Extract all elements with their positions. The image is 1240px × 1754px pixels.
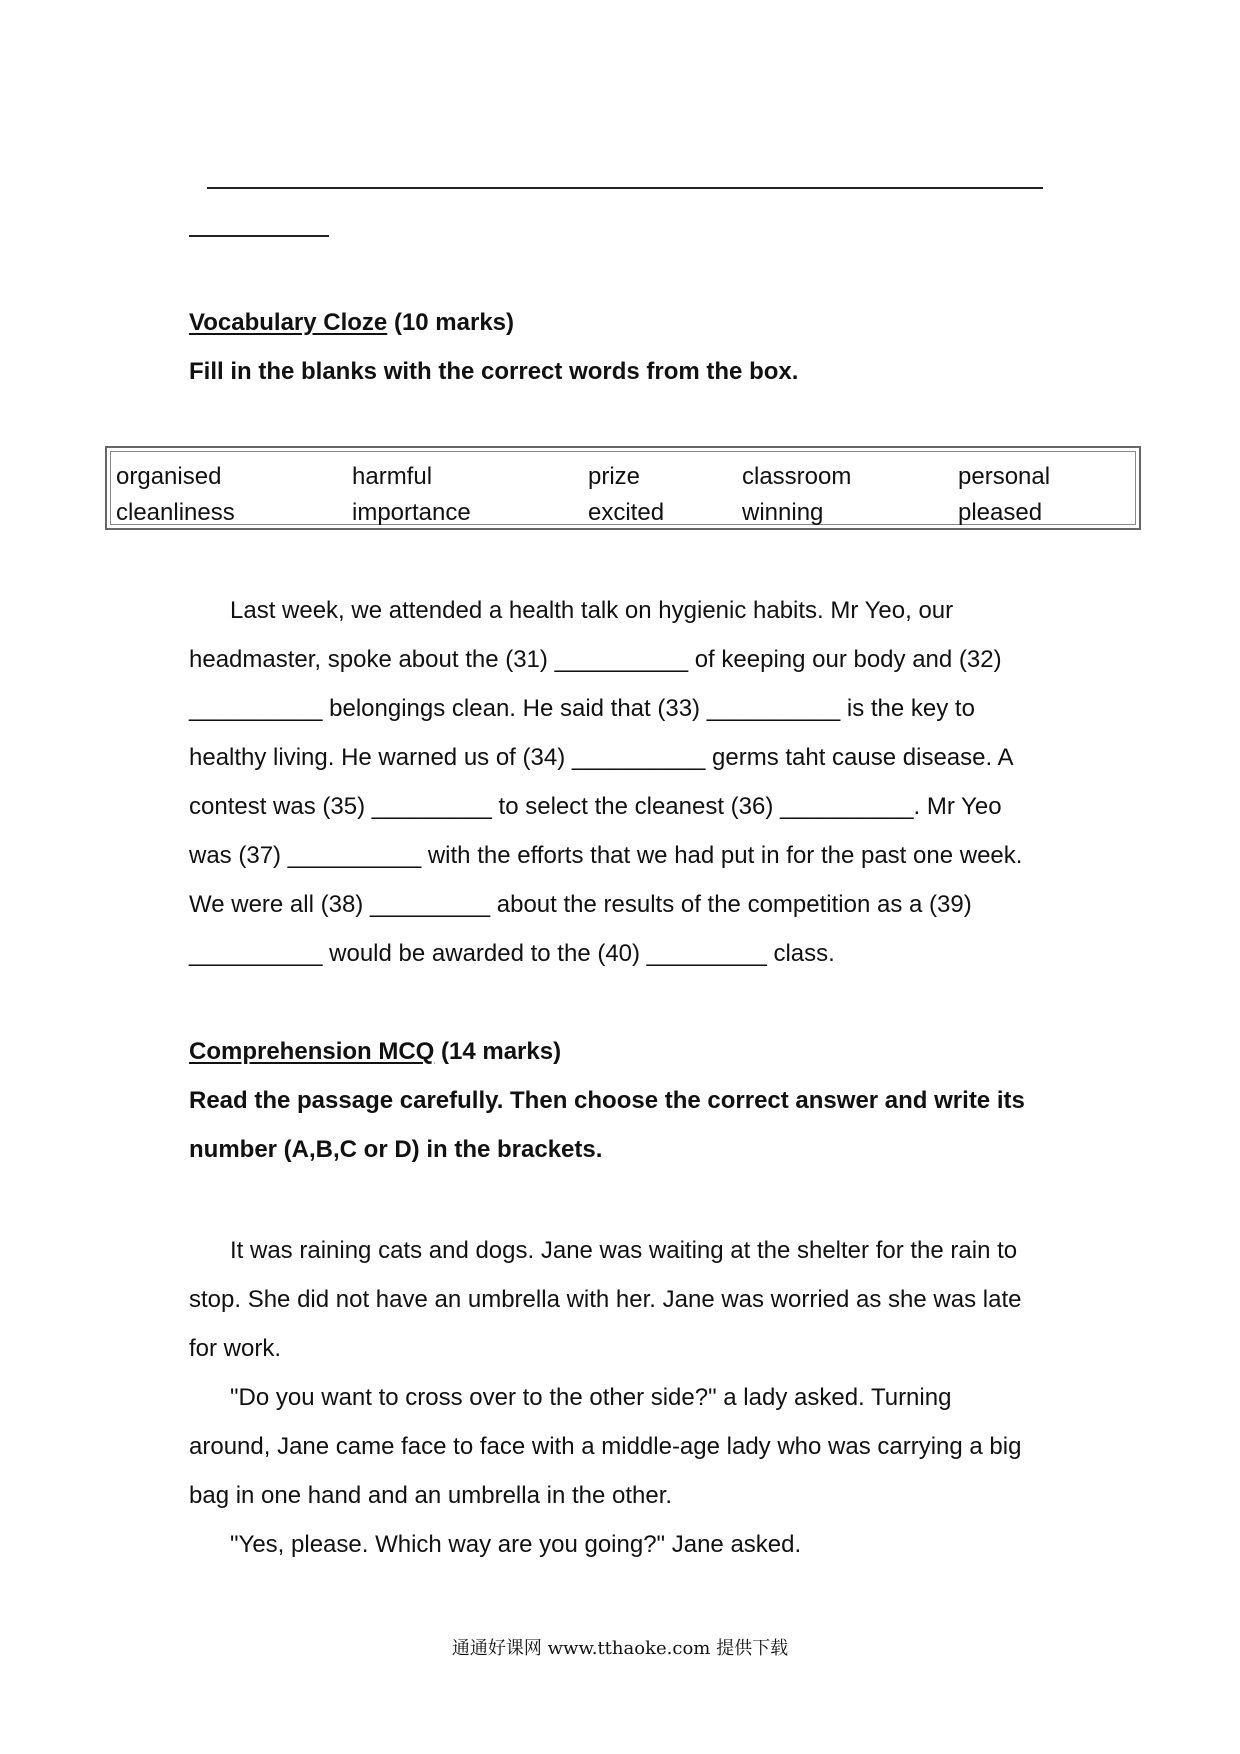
passage-line: Last week, we attended a health talk on hygienic habits. Mr Yeo, our bbox=[230, 597, 954, 624]
word-box-item: pleased bbox=[958, 499, 1043, 526]
comprehension-instruction bbox=[189, 1076, 1069, 1174]
vocab-title: Vocabulary Cloze bbox=[189, 309, 388, 336]
word-box-item: personal bbox=[958, 463, 1051, 490]
vocab-instruction: Fill in the blanks with the correct words from the box. bbox=[189, 358, 799, 385]
vocab-heading bbox=[189, 308, 514, 338]
passage-line: headmaster, spoke about the (31) __________ of keeping our body and (32) bbox=[189, 646, 1002, 673]
word-box-item: importance bbox=[352, 499, 471, 526]
comprehension-heading bbox=[189, 1037, 561, 1067]
word-box-item: prize bbox=[588, 463, 641, 490]
top-answer-line bbox=[207, 187, 1043, 189]
word-box-inner bbox=[110, 451, 1136, 525]
word-box-item: harmful bbox=[352, 463, 433, 490]
comprehension-passage bbox=[189, 1226, 1069, 1569]
passage-line: was (37) __________ with the efforts that we had put in for the past one week. bbox=[189, 842, 1023, 869]
passage-line: contest was (35) _________ to select the cleanest (36) __________. Mr Yeo bbox=[189, 793, 1002, 820]
passage-line: for work. bbox=[189, 1335, 282, 1362]
passage-line: __________ belongings clean. He said that (33) __________ is the key to bbox=[189, 695, 975, 722]
cloze-passage bbox=[189, 586, 1069, 978]
footer-watermark: 通通好课网 www.tthaoke.com 提供下载 bbox=[451, 1638, 789, 1659]
passage-line: It was raining cats and dogs. Jane was waiting at the shelter for the rain to bbox=[230, 1237, 1018, 1264]
word-box-item: cleanliness bbox=[116, 499, 235, 526]
short-answer-line bbox=[189, 235, 329, 237]
passage-line: "Yes, please. Which way are you going?" Jane asked. bbox=[230, 1531, 802, 1558]
word-box-item: classroom bbox=[742, 463, 852, 490]
word-box bbox=[105, 446, 1141, 530]
passage-line: stop. She did not have an umbrella with her. Jane was worried as she was late bbox=[189, 1286, 1022, 1313]
word-box-item: winning bbox=[742, 499, 824, 526]
passage-line: healthy living. He warned us of (34) __________ germs taht cause disease. A bbox=[189, 744, 1014, 771]
comprehension-marks: (14 marks) bbox=[441, 1038, 562, 1065]
comprehension-title: Comprehension MCQ bbox=[189, 1038, 435, 1065]
word-box-item: excited bbox=[588, 499, 665, 526]
comprehension-instruction-line: number (A,B,C or D) in the brackets. bbox=[189, 1136, 603, 1163]
passage-line: We were all (38) _________ about the results of the competition as a (39) bbox=[189, 891, 972, 918]
passage-line: around, Jane came face to face with a middle-age lady who was carrying a big bbox=[189, 1433, 1022, 1460]
word-box-item: organised bbox=[116, 463, 222, 490]
passage-line: __________ would be awarded to the (40) _________ class. bbox=[189, 940, 835, 967]
passage-line: "Do you want to cross over to the other side?" a lady asked. Turning bbox=[230, 1384, 952, 1411]
comprehension-instruction-line: Read the passage carefully. Then choose the correct answer and write its bbox=[189, 1087, 1025, 1114]
passage-line: bag in one hand and an umbrella in the other. bbox=[189, 1482, 673, 1509]
vocab-marks: (10 marks) bbox=[393, 309, 515, 336]
